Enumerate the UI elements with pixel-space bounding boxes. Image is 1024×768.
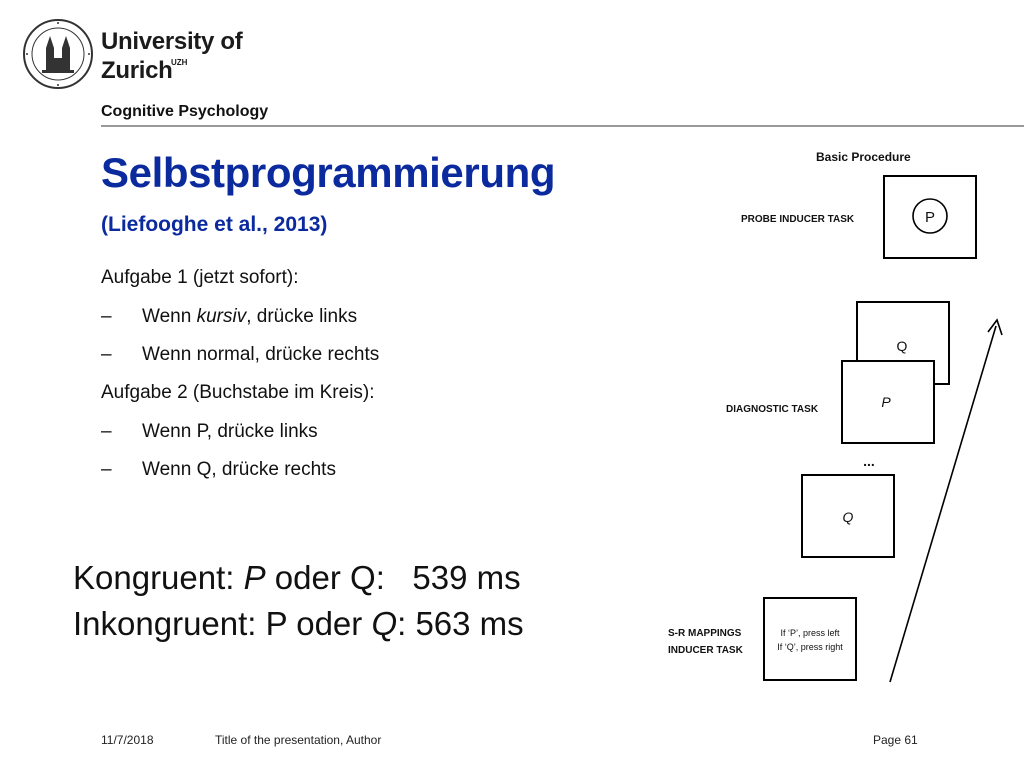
bullet-dash: –	[101, 459, 112, 480]
task2-heading: Aufgabe 2 (Buchstabe im Kreis):	[101, 382, 375, 403]
diagram-title: Basic Procedure	[816, 150, 911, 164]
slide-subtitle: (Liefooghe et al., 2013)	[101, 213, 328, 236]
ellipsis: ...	[863, 453, 875, 469]
diagnostic-front-letter: P	[881, 394, 891, 410]
bullet-dash: –	[101, 306, 112, 327]
bullet-dash: –	[101, 421, 112, 442]
probe-letter: P	[924, 209, 936, 226]
university-superscript: UZH	[171, 58, 188, 67]
task2-item	[101, 460, 521, 482]
italic-word: kursiv	[196, 306, 247, 327]
lower-letter: Q	[842, 509, 854, 525]
sr-task-label-line2: INDUCER TASK	[668, 645, 743, 656]
result-congruent-value: 539 ms	[412, 559, 521, 596]
university-name-line1: University of	[101, 28, 243, 55]
footer-title: Title of the presentation, Author	[215, 733, 382, 747]
result-congruent: Kongruent: P oder Q: 539 ms	[73, 559, 521, 596]
bullet-dash: –	[101, 344, 112, 365]
footer-date: 11/7/2018	[101, 733, 154, 747]
procedure-diagram	[650, 138, 1024, 698]
footer-page-number: Page 61	[873, 733, 918, 747]
department-name: Cognitive Psychology	[101, 103, 269, 120]
diagnostic-back-letter: Q	[896, 338, 908, 354]
sr-screen	[764, 598, 856, 680]
sr-task-label-line1: S-R MAPPINGS	[668, 628, 742, 639]
sr-rule-line1: If ‘P’, press left	[780, 628, 840, 638]
result-incongruent: Inkongruent: P oder Q: 563 ms	[73, 605, 524, 642]
result-incongruent-value: 563 ms	[415, 605, 524, 642]
sr-rule-line2: If ‘Q’, press right	[777, 642, 843, 652]
probe-task-label: PROBE INDUCER TASK	[741, 214, 855, 225]
university-name-line2: Zurich	[101, 57, 173, 84]
task2-item-text: Wenn Q, drücke rechts	[142, 459, 336, 480]
header-divider	[101, 125, 1024, 127]
task1-item	[101, 345, 521, 367]
university-seal-logo	[22, 18, 94, 90]
task1-item-text: Wenn kursiv, drücke links	[142, 306, 358, 327]
task1-item	[101, 307, 521, 329]
task1-item-text: Wenn normal, drücke rechts	[142, 344, 380, 365]
task1-heading: Aufgabe 1 (jetzt sofort):	[101, 267, 299, 288]
diagnostic-task-label: DIAGNOSTIC TASK	[726, 404, 819, 415]
task2-item-text: Wenn P, drücke links	[142, 421, 318, 442]
task2-item	[101, 422, 521, 444]
slide-title: Selbstprogrammierung	[101, 149, 556, 196]
